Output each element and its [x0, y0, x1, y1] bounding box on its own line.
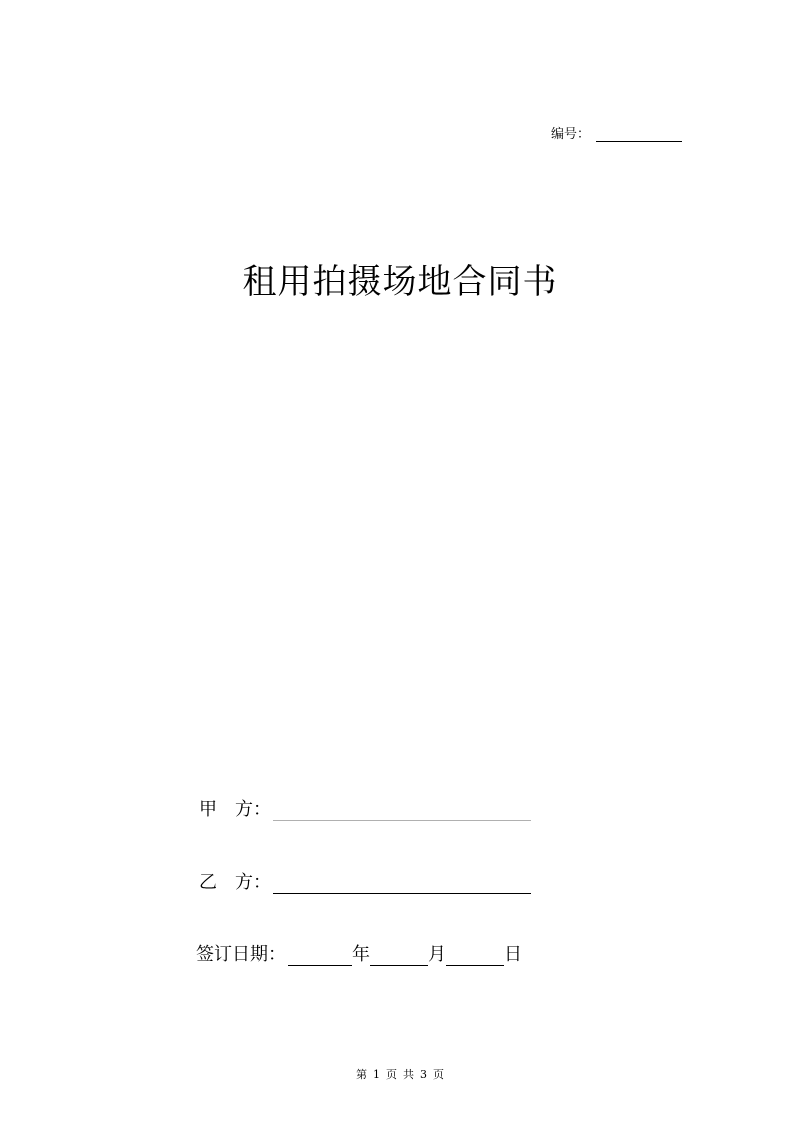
serial-number-field: [551, 123, 682, 142]
day-blank[interactable]: [446, 945, 504, 966]
footer-page-number: 1: [373, 1068, 380, 1081]
footer-ye-end: 页: [433, 1068, 444, 1081]
party-a-blank[interactable]: [273, 800, 531, 821]
document-title: 租用拍摄场地合同书: [242, 262, 558, 302]
party-a-row: [199, 795, 531, 821]
party-b-label-char: 乙: [199, 872, 217, 893]
year-label: 年: [352, 944, 370, 965]
year-blank[interactable]: [288, 945, 352, 966]
signing-date-row: [196, 940, 522, 966]
serial-number-blank[interactable]: [596, 127, 682, 142]
party-a-label-char: 甲: [199, 799, 217, 820]
party-a-label-suffix: 方：: [235, 799, 271, 820]
month-blank[interactable]: [370, 945, 428, 966]
serial-number-label: 编号：: [551, 127, 591, 142]
page-footer: [0, 1066, 800, 1082]
party-b-row: [199, 868, 531, 894]
footer-ye: 页: [386, 1068, 397, 1081]
day-label: 日: [504, 944, 522, 965]
signing-date-label: 签订日期：: [196, 944, 286, 965]
party-b-label-suffix: 方：: [235, 872, 271, 893]
footer-di: 第: [356, 1068, 367, 1081]
month-label: 月: [428, 944, 446, 965]
footer-total-pages: 3: [420, 1068, 427, 1081]
footer-gong: 共: [403, 1068, 414, 1081]
party-b-blank[interactable]: [273, 873, 531, 894]
